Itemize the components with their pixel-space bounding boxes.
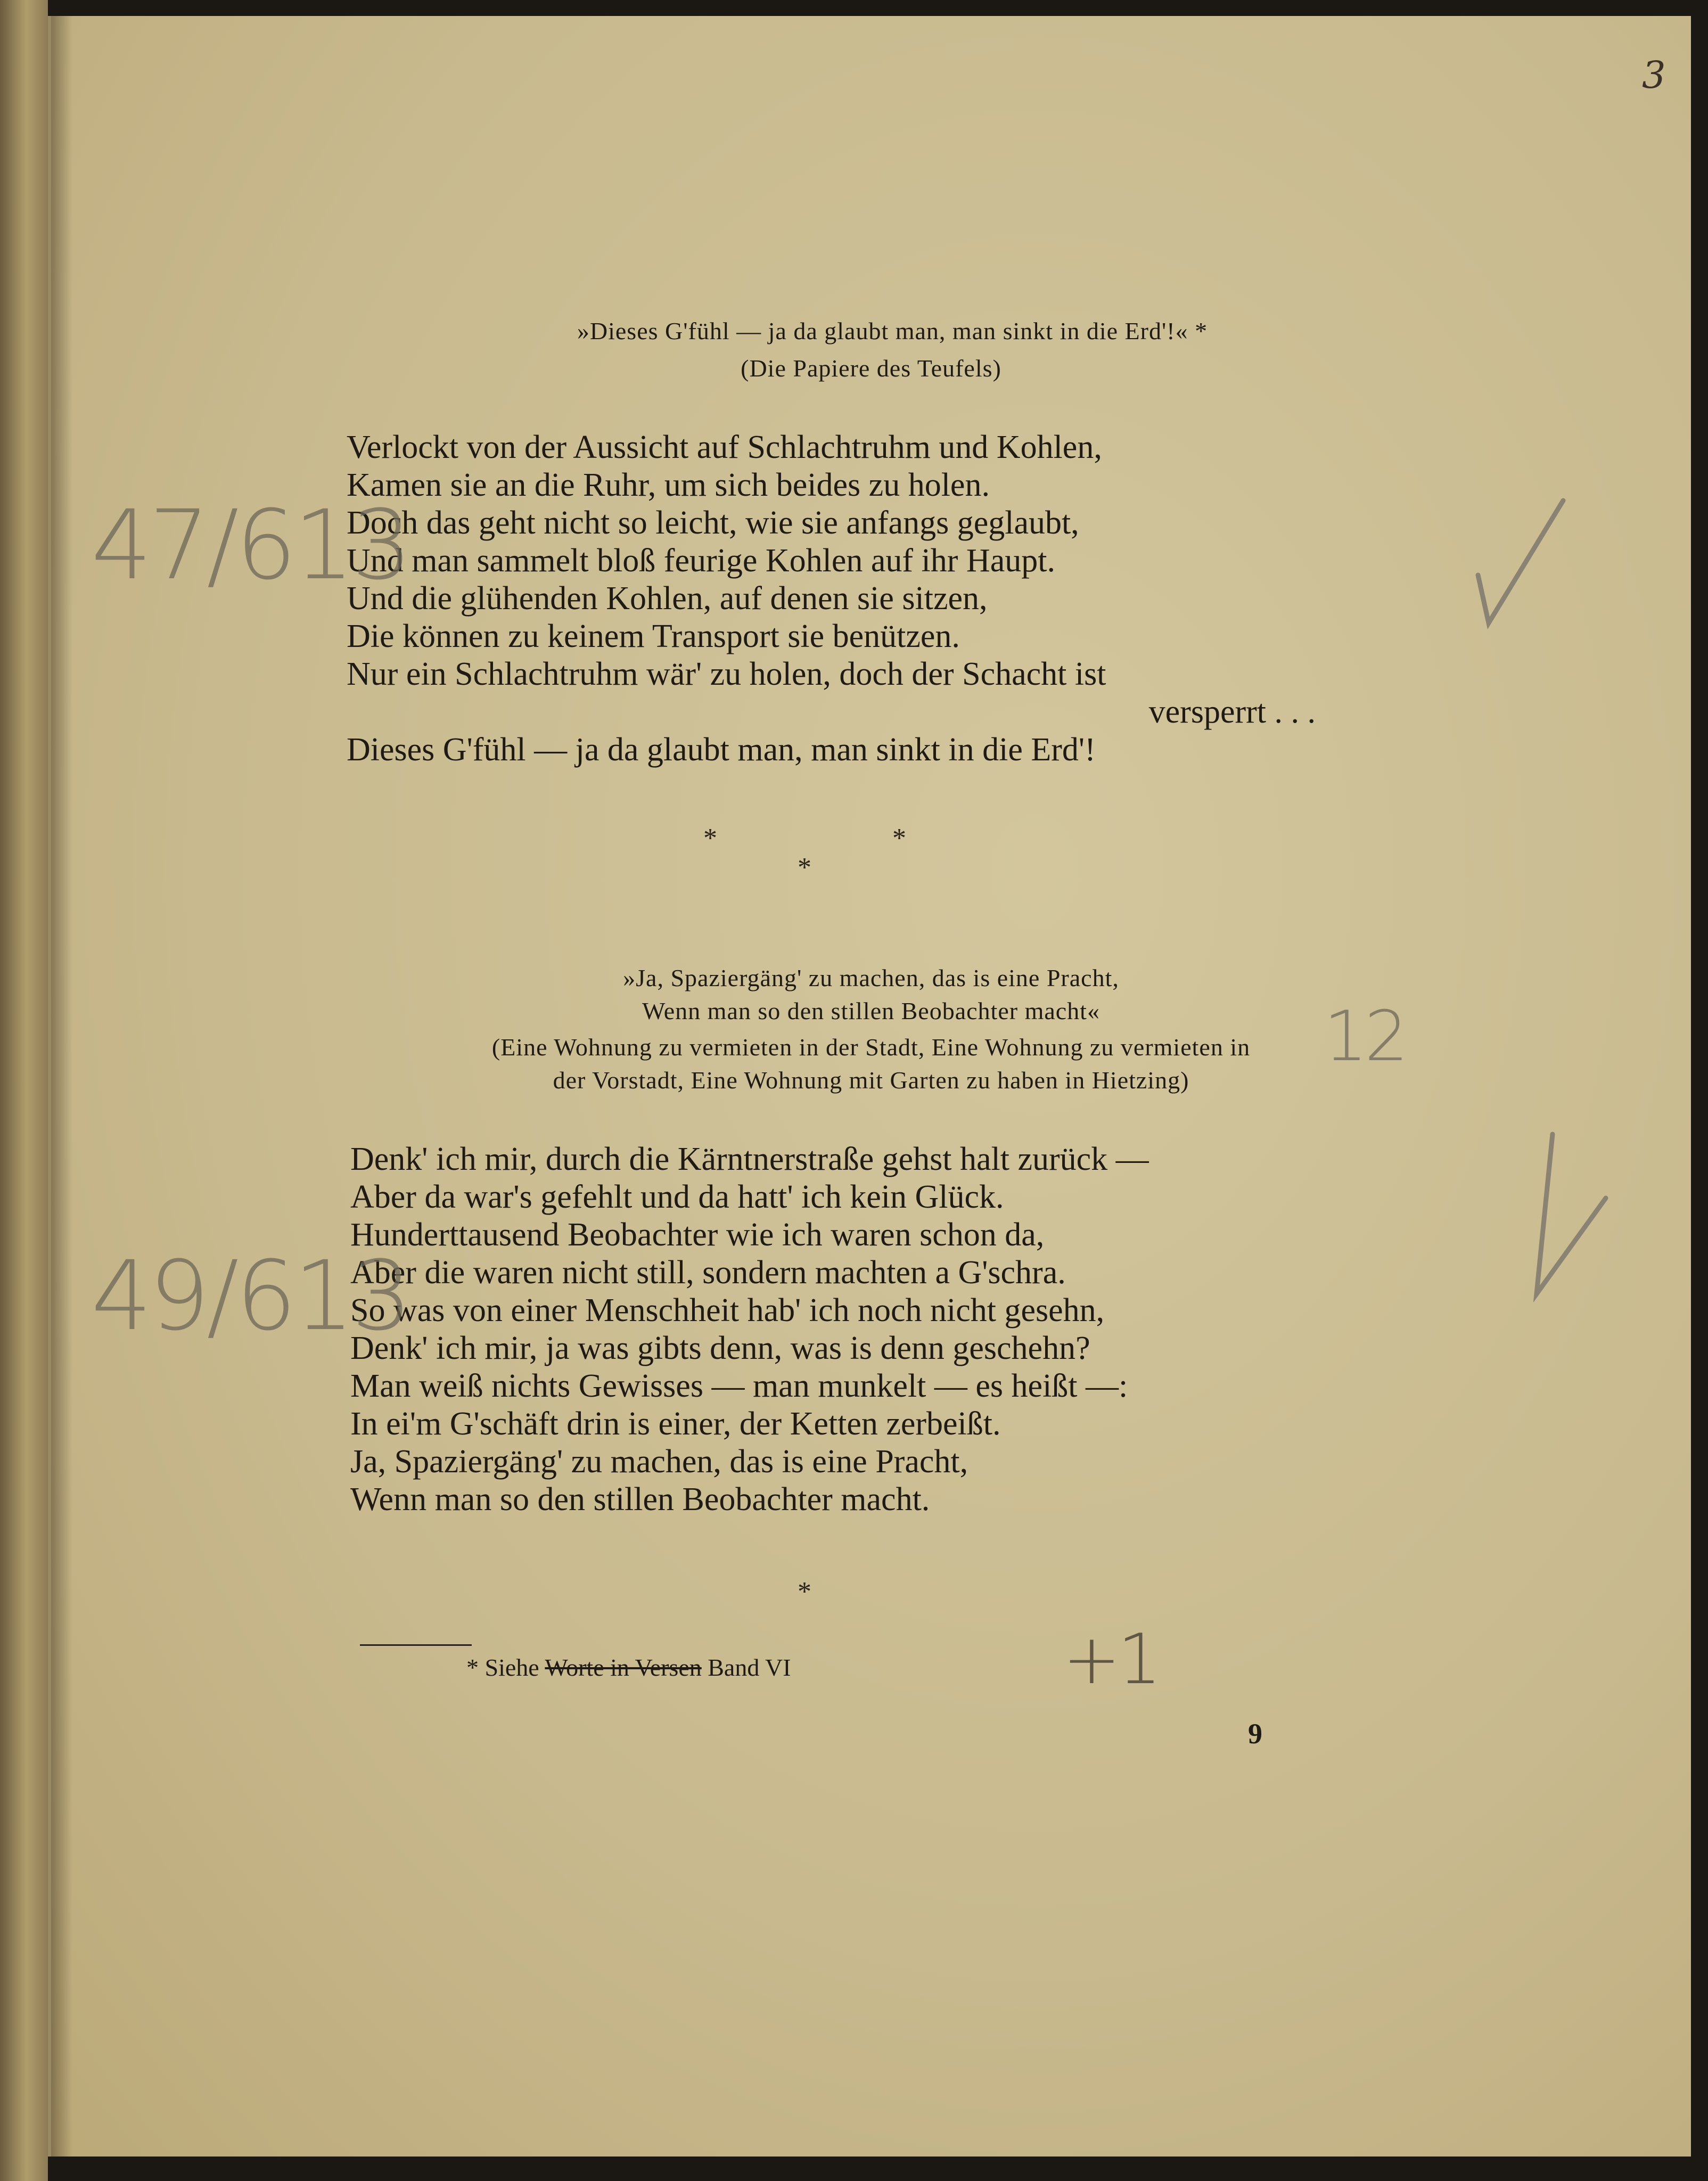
motto-1: »Dieses G'fühl — ja da glaubt man, man sinkt in die Erd'!« *: [577, 317, 1208, 345]
poem-1-line: versperrt . . .: [1148, 694, 1316, 730]
handwritten-note-4: +1: [1063, 1619, 1159, 1700]
poem-2-line: Denk' ich mir, durch die Kärntnerstraße gehst halt zurück —: [350, 1141, 1149, 1177]
archive-page-mark: 3: [1642, 53, 1666, 97]
page-number: 9: [1248, 1718, 1262, 1750]
handwritten-note-2: 49/613: [91, 1241, 409, 1352]
poem-1-line: Kamen sie an die Ruhr, um sich beides zu holen.: [347, 467, 990, 503]
footnote-struck-title: Worte in Versen: [545, 1654, 702, 1681]
poem-2-line: Aber da war's gefehlt und da hatt' ich kein Glück.: [350, 1179, 1004, 1215]
footnote-rule: [360, 1644, 472, 1646]
poem-2-line: Ja, Spaziergäng' zu machen, das is eine Pracht,: [350, 1444, 968, 1480]
divider-star: *: [798, 852, 811, 883]
motto-1-source: (Die Papiere des Teufels): [741, 355, 1001, 382]
poem-1-line: Nur ein Schlachtruhm wär' zu holen, doch der Schacht ist: [347, 656, 1106, 692]
poem-1: [347, 429, 1316, 769]
pencil-check-mark-1: [1467, 495, 1574, 634]
handwritten-note-1: 47/613: [91, 490, 409, 601]
poem-1-line: Und die glühenden Kohlen, auf denen sie sitzen,: [347, 580, 988, 617]
motto-2-line-2: Wenn man so den stillen Beobachter macht«: [642, 997, 1100, 1024]
motto-2-line-1: »Ja, Spaziergäng' zu machen, das is eine Pracht,: [623, 964, 1119, 991]
end-star: *: [798, 1577, 811, 1607]
poem-1-line: Verlockt von der Aussicht auf Schlachtruhm und Kohlen,: [347, 429, 1102, 465]
scan-top-edge: [0, 0, 1708, 16]
footnote-suffix: Band VI: [708, 1654, 791, 1681]
poem-1-line: Und man sammelt bloß feurige Kohlen auf ihr Haupt.: [347, 543, 1055, 579]
poem-2-line: Aber die waren nicht still, sondern machten a G'schra.: [350, 1255, 1066, 1291]
handwritten-note-3: 12: [1324, 996, 1406, 1077]
motto-2-source-line-2: der Vorstadt, Eine Wohnung mit Garten zu haben in Hietzing): [553, 1067, 1189, 1094]
footnote: [466, 1653, 791, 1682]
book-page: [48, 16, 1691, 2157]
divider-star: *: [703, 823, 717, 854]
poem-2-line: So was von einer Menschheit hab' ich noch nicht gesehn,: [350, 1292, 1105, 1329]
poem-2-line: Man weiß nichts Gewisses — man munkelt — es heißt —:: [350, 1368, 1128, 1404]
poem-1-line: Doch das geht nicht so leicht, wie sie anfangs geglaubt,: [347, 505, 1079, 541]
poem-2-line: In ei'm G'schäft drin is einer, der Ketten zerbeißt.: [350, 1406, 1001, 1442]
poem-1-line: Dieses G'fühl — ja da glaubt man, man sinkt in die Erd'!: [347, 732, 1096, 768]
book-spine: [0, 0, 48, 2181]
footnote-prefix: * Siehe: [466, 1654, 539, 1681]
poem-2-line: Denk' ich mir, ja was gibts denn, was is denn geschehn?: [350, 1330, 1090, 1366]
poem-2-line: Hunderttausend Beobachter wie ich waren schon da,: [350, 1217, 1045, 1253]
poem-1-line: Die können zu keinem Transport sie benützen.: [347, 618, 960, 654]
motto-2-source-line-1: (Eine Wohnung zu vermieten in der Stadt, Eine Wohnung zu vermieten in: [491, 1034, 1251, 1061]
poem-2: [350, 1141, 1362, 1519]
divider-star: *: [892, 823, 906, 854]
poem-2-line: Wenn man so den stillen Beobachter macht.: [350, 1481, 930, 1518]
pencil-check-mark-2: [1473, 1124, 1611, 1315]
